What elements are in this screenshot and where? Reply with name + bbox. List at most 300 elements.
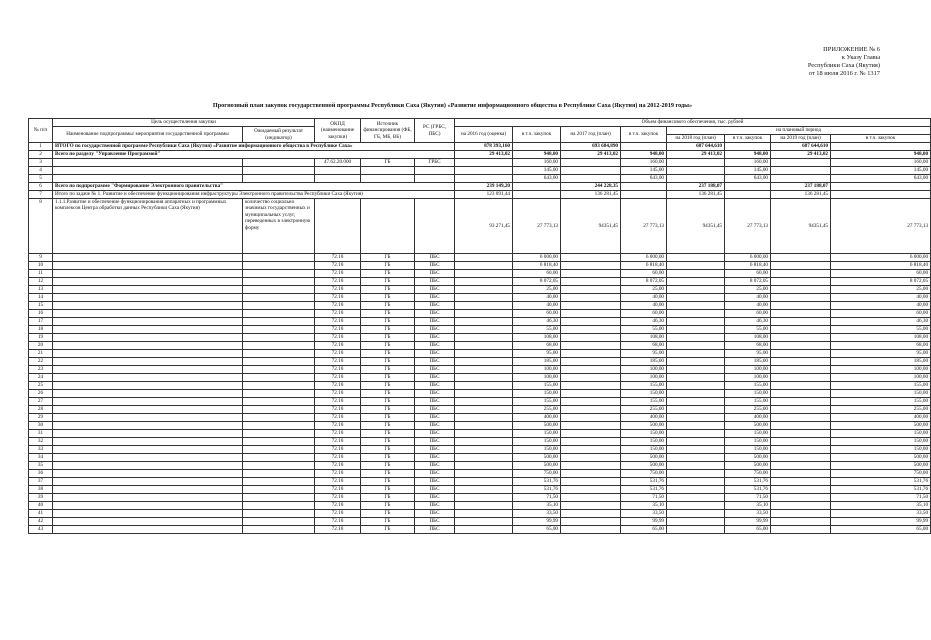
row-value-cell: 46,30: [513, 318, 561, 326]
row-value-cell: [455, 494, 513, 502]
row-rs-cell: ПБС: [415, 526, 455, 534]
row-value-cell: 136 281,45: [667, 191, 725, 199]
row-rs-cell: ПБС: [415, 342, 455, 350]
row-name-cell: [53, 510, 243, 518]
row-name-cell: [53, 454, 243, 462]
row-value-cell: [667, 159, 725, 167]
row-value-cell: 643,00: [621, 175, 667, 183]
row-value-cell: 46,30: [831, 318, 931, 326]
table-row: [29, 294, 931, 302]
row-value-cell: [561, 270, 621, 278]
row-value-cell: 71,50: [621, 494, 667, 502]
row-result-cell: [243, 382, 315, 390]
row-value-cell: 25,00: [513, 286, 561, 294]
row-value-cell: 500,00: [831, 454, 931, 462]
table-header: [29, 119, 931, 143]
row-rs-cell: ПБС: [415, 414, 455, 422]
row-value-cell: [455, 502, 513, 510]
header-plan-period: на плановый период: [667, 127, 931, 135]
row-value-cell: [771, 406, 831, 414]
row-number-cell: 14: [29, 294, 53, 302]
row-value-cell: [455, 318, 513, 326]
row-number-cell: 17: [29, 318, 53, 326]
row-rs-cell: ПБС: [415, 318, 455, 326]
header-2016-purchases: в т.ч. закупок: [513, 127, 561, 143]
row-value-cell: 693 684,890: [561, 143, 621, 151]
row-okpd-cell: 72.10: [315, 470, 361, 478]
row-value-cell: 136 281,45: [771, 191, 831, 199]
row-value-cell: 244 228,35: [561, 183, 621, 191]
row-value-cell: [831, 191, 931, 199]
row-value-cell: 500,00: [621, 462, 667, 470]
row-rs-cell: ПБС: [415, 478, 455, 486]
row-rs-cell: ПБС: [415, 286, 455, 294]
row-value-cell: [561, 159, 621, 167]
row-number-cell: 37: [29, 478, 53, 486]
row-result-cell: [243, 302, 315, 310]
header-2019: на 2019 год (план): [771, 135, 831, 143]
row-value-cell: 531,76: [831, 486, 931, 494]
row-source-cell: ГБ: [361, 270, 415, 278]
row-number-cell: 18: [29, 326, 53, 334]
row-okpd-cell: 72.10: [315, 358, 361, 366]
row-value-cell: [455, 430, 513, 438]
row-value-cell: [455, 398, 513, 406]
row-value-cell: [455, 254, 513, 262]
row-okpd-cell: 72.10: [315, 326, 361, 334]
row-value-cell: 255,00: [513, 406, 561, 414]
row-source-cell: ГБ: [361, 478, 415, 486]
row-source-cell: ГБ: [361, 262, 415, 270]
row-value-cell: 155,00: [513, 398, 561, 406]
row-value-cell: 150,00: [513, 430, 561, 438]
row-value-cell: 150,00: [513, 438, 561, 446]
row-value-cell: 687 644,610: [771, 143, 831, 151]
row-value-cell: [455, 310, 513, 318]
row-value-cell: [667, 390, 725, 398]
row-value-cell: [561, 326, 621, 334]
row-number-cell: 34: [29, 454, 53, 462]
row-value-cell: [667, 462, 725, 470]
row-result-cell: [243, 278, 315, 286]
row-value-cell: [771, 422, 831, 430]
row-value-cell: [561, 462, 621, 470]
row-value-cell: 95,00: [513, 350, 561, 358]
row-number-cell: 5: [29, 175, 53, 183]
row-name-cell: [53, 462, 243, 470]
row-value-cell: [771, 390, 831, 398]
row-number-cell: 15: [29, 302, 53, 310]
row-okpd-cell: 72.10: [315, 510, 361, 518]
row-result-cell: [243, 526, 315, 534]
row-value-cell: [667, 478, 725, 486]
row-value-cell: 531,76: [725, 486, 771, 494]
row-value-cell: [667, 414, 725, 422]
table-row: [29, 414, 931, 422]
row-result-cell: [243, 518, 315, 526]
row-label-cell: Всего по подпрограмме "Формирование Электронного правительства": [53, 183, 455, 191]
row-result-cell: количество социально значимых государственных и муниципальных услуг, переведенных в электронную форму: [243, 199, 315, 254]
row-value-cell: [667, 406, 725, 414]
row-okpd-cell: 72.10: [315, 286, 361, 294]
row-value-cell: 29 413,02: [667, 151, 725, 159]
appendix-line: Республики Саха (Якутия): [807, 62, 880, 69]
row-value-cell: [561, 310, 621, 318]
row-value-cell: [561, 302, 621, 310]
row-number-cell: 39: [29, 494, 53, 502]
table-row: [29, 374, 931, 382]
row-value-cell: 750,00: [513, 470, 561, 478]
row-value-cell: 531,76: [513, 486, 561, 494]
row-value-cell: 29 413,02: [455, 151, 513, 159]
row-value-cell: [771, 167, 831, 175]
row-value-cell: 95,00: [621, 350, 667, 358]
row-value-cell: [667, 438, 725, 446]
row-value-cell: 750,00: [621, 470, 667, 478]
row-value-cell: 65,00: [621, 526, 667, 534]
row-name-cell: [53, 406, 243, 414]
row-result-cell: [243, 414, 315, 422]
table-row: [29, 462, 931, 470]
row-value-cell: 25,00: [725, 286, 771, 294]
row-rs-cell: ПБС: [415, 374, 455, 382]
row-source-cell: ГБ: [361, 310, 415, 318]
row-value-cell: 6 000,00: [831, 254, 931, 262]
row-value-cell: 400,00: [621, 414, 667, 422]
row-source-cell: ГБ: [361, 374, 415, 382]
row-value-cell: [455, 422, 513, 430]
row-value-cell: [561, 446, 621, 454]
row-okpd-cell: 72.10: [315, 294, 361, 302]
row-rs-cell: [415, 199, 455, 254]
row-value-cell: 60,00: [831, 310, 931, 318]
header-okpd: ОКПД (наименование закупки): [315, 119, 361, 143]
row-value-cell: 108,00: [621, 334, 667, 342]
row-value-cell: [667, 350, 725, 358]
row-value-cell: [667, 518, 725, 526]
table-row: [29, 366, 931, 374]
row-value-cell: 155,00: [621, 398, 667, 406]
row-value-cell: 150,00: [621, 430, 667, 438]
row-value-cell: [725, 183, 771, 191]
table-row: [29, 199, 931, 254]
table-row: [29, 167, 931, 175]
row-value-cell: [455, 486, 513, 494]
row-rs-cell: ПБС: [415, 470, 455, 478]
row-number-cell: 3: [29, 159, 53, 167]
table-row: [29, 342, 931, 350]
row-okpd-cell: 72.10: [315, 334, 361, 342]
row-value-cell: [561, 454, 621, 462]
row-number-cell: 8: [29, 199, 53, 254]
row-name-cell: [53, 167, 243, 175]
row-value-cell: [771, 438, 831, 446]
appendix-line: от 18 июля 2016 г. № 1317: [808, 70, 880, 77]
row-value-cell: 150,00: [725, 438, 771, 446]
row-value-cell: 531,76: [621, 478, 667, 486]
row-source-cell: [361, 199, 415, 254]
row-okpd-cell: [315, 199, 361, 254]
row-value-cell: 60,00: [621, 270, 667, 278]
row-value-cell: 8 072,05: [513, 278, 561, 286]
row-value-cell: [667, 502, 725, 510]
row-value-cell: 531,76: [831, 478, 931, 486]
row-value-cell: 27 773,13: [725, 199, 771, 254]
row-value-cell: [561, 478, 621, 486]
row-result-cell: [243, 262, 315, 270]
row-value-cell: 60,00: [831, 270, 931, 278]
row-value-cell: [621, 191, 667, 199]
row-value-cell: 150,00: [513, 390, 561, 398]
table-row: [29, 382, 931, 390]
row-result-cell: [243, 486, 315, 494]
row-source-cell: ГБ: [361, 390, 415, 398]
row-value-cell: [561, 526, 621, 534]
row-number-cell: 25: [29, 382, 53, 390]
row-number-cell: 24: [29, 374, 53, 382]
row-value-cell: [561, 167, 621, 175]
row-value-cell: 500,00: [513, 462, 561, 470]
row-result-cell: [243, 286, 315, 294]
row-value-cell: 40,00: [621, 302, 667, 310]
row-value-cell: [667, 358, 725, 366]
row-value-cell: [667, 286, 725, 294]
row-value-cell: 35,10: [513, 502, 561, 510]
header-num: № п/п: [29, 119, 53, 143]
table-row: [29, 254, 931, 262]
row-value-cell: 239 149,20: [455, 183, 513, 191]
row-okpd-cell: [315, 167, 361, 175]
row-value-cell: 35,10: [725, 502, 771, 510]
row-number-cell: 35: [29, 462, 53, 470]
table-row: [29, 270, 931, 278]
row-value-cell: [771, 294, 831, 302]
table-row: [29, 175, 931, 183]
row-value-cell: [667, 318, 725, 326]
table-row: [29, 430, 931, 438]
row-value-cell: [455, 518, 513, 526]
row-value-cell: 27 773,13: [621, 199, 667, 254]
row-result-cell: [243, 254, 315, 262]
row-value-cell: 150,00: [831, 430, 931, 438]
row-number-cell: 36: [29, 470, 53, 478]
row-value-cell: [771, 502, 831, 510]
row-name-cell: [53, 270, 243, 278]
row-rs-cell: ПБС: [415, 310, 455, 318]
row-result-cell: [243, 430, 315, 438]
row-value-cell: 108,00: [725, 334, 771, 342]
row-value-cell: [771, 510, 831, 518]
row-value-cell: [455, 342, 513, 350]
row-result-cell: [243, 398, 315, 406]
row-value-cell: 60,00: [725, 310, 771, 318]
row-value-cell: [667, 366, 725, 374]
table-row: [29, 518, 931, 526]
row-result-cell: [243, 422, 315, 430]
table-row: [29, 143, 931, 151]
row-value-cell: 500,00: [621, 422, 667, 430]
row-value-cell: 500,00: [725, 422, 771, 430]
row-value-cell: 150,00: [621, 390, 667, 398]
row-number-cell: 2: [29, 151, 53, 159]
row-value-cell: 100,00: [621, 366, 667, 374]
row-name-cell: [53, 430, 243, 438]
row-value-cell: 94351,45: [561, 199, 621, 254]
row-number-cell: 40: [29, 502, 53, 510]
row-value-cell: 46,30: [725, 318, 771, 326]
row-rs-cell: ПБС: [415, 406, 455, 414]
row-number-cell: 6: [29, 183, 53, 191]
row-result-cell: [243, 478, 315, 486]
row-number-cell: 29: [29, 414, 53, 422]
row-value-cell: [771, 518, 831, 526]
appendix-line: ПРИЛОЖЕНИЕ № 6: [823, 46, 880, 53]
row-value-cell: 60,00: [621, 310, 667, 318]
row-value-cell: 160,00: [513, 159, 561, 167]
row-value-cell: 255,00: [725, 406, 771, 414]
row-source-cell: ГБ: [361, 326, 415, 334]
row-value-cell: [771, 486, 831, 494]
row-value-cell: 160,00: [831, 159, 931, 167]
row-value-cell: 255,00: [621, 406, 667, 414]
appendix-line: к Указу Главы: [841, 54, 880, 61]
row-value-cell: [771, 270, 831, 278]
row-name-cell: [53, 326, 243, 334]
row-value-cell: [667, 470, 725, 478]
row-value-cell: 93 271,45: [455, 199, 513, 254]
row-source-cell: ГБ: [361, 318, 415, 326]
row-value-cell: 6 818,40: [831, 262, 931, 270]
row-value-cell: [771, 358, 831, 366]
row-number-cell: 10: [29, 262, 53, 270]
row-name-cell: [53, 159, 243, 167]
row-okpd-cell: 72.10: [315, 462, 361, 470]
row-value-cell: 6 818,40: [513, 262, 561, 270]
row-value-cell: [561, 502, 621, 510]
row-rs-cell: ПБС: [415, 494, 455, 502]
row-number-cell: 20: [29, 342, 53, 350]
table-row: [29, 151, 931, 159]
row-value-cell: 100,00: [831, 374, 931, 382]
row-name-cell: 1.1.1.Развитие и обеспечение функционирования аппаратных и программных комплексов Центра обработки данных Республики Саха (Якутия): [53, 199, 243, 254]
row-name-cell: [53, 334, 243, 342]
row-name-cell: [53, 302, 243, 310]
table-row: [29, 454, 931, 462]
row-value-cell: 100,00: [831, 366, 931, 374]
row-value-cell: 500,00: [513, 454, 561, 462]
row-value-cell: 948,00: [725, 151, 771, 159]
row-number-cell: 30: [29, 422, 53, 430]
row-name-cell: [53, 254, 243, 262]
header-2017-purchases: в т.ч. закупок: [621, 127, 667, 143]
row-value-cell: 100,00: [725, 374, 771, 382]
row-value-cell: 185,00: [513, 358, 561, 366]
row-value-cell: 71,50: [513, 494, 561, 502]
row-rs-cell: [415, 167, 455, 175]
row-value-cell: 108,00: [513, 334, 561, 342]
row-value-cell: [561, 390, 621, 398]
row-value-cell: 95,00: [725, 350, 771, 358]
row-value-cell: [561, 438, 621, 446]
row-number-cell: 11: [29, 270, 53, 278]
row-value-cell: 6 000,00: [621, 254, 667, 262]
row-value-cell: 40,00: [621, 294, 667, 302]
row-result-cell: [243, 366, 315, 374]
row-value-cell: [771, 254, 831, 262]
row-okpd-cell: 72.10: [315, 446, 361, 454]
row-value-cell: [725, 143, 771, 151]
row-value-cell: 948,00: [513, 151, 561, 159]
row-number-cell: 9: [29, 254, 53, 262]
row-value-cell: 25,00: [831, 286, 931, 294]
row-value-cell: [455, 470, 513, 478]
row-value-cell: [667, 374, 725, 382]
row-number-cell: 32: [29, 438, 53, 446]
row-value-cell: [771, 454, 831, 462]
row-rs-cell: ПБС: [415, 390, 455, 398]
row-value-cell: 35,10: [831, 502, 931, 510]
row-value-cell: 100,00: [513, 366, 561, 374]
row-number-cell: 31: [29, 430, 53, 438]
row-value-cell: [561, 470, 621, 478]
row-name-cell: [53, 382, 243, 390]
row-value-cell: [667, 334, 725, 342]
row-value-cell: 150,00: [725, 390, 771, 398]
row-value-cell: 150,00: [725, 446, 771, 454]
row-name-cell: [53, 422, 243, 430]
row-value-cell: 100,00: [513, 374, 561, 382]
row-value-cell: 108,00: [831, 334, 931, 342]
row-value-cell: 68,00: [621, 342, 667, 350]
row-name-cell: [53, 502, 243, 510]
row-value-cell: 40,00: [725, 302, 771, 310]
row-okpd-cell: 47.62.20.000: [315, 159, 361, 167]
row-number-cell: 43: [29, 526, 53, 534]
row-value-cell: 33,50: [621, 510, 667, 518]
header-2017: на 2017 год (план): [561, 127, 621, 143]
row-value-cell: 46,30: [621, 318, 667, 326]
row-value-cell: [771, 478, 831, 486]
row-source-cell: ГБ: [361, 294, 415, 302]
row-value-cell: 99,99: [621, 518, 667, 526]
row-value-cell: 155,00: [621, 382, 667, 390]
table-body: [29, 143, 931, 534]
row-name-cell: [53, 494, 243, 502]
row-value-cell: 150,00: [831, 446, 931, 454]
row-rs-cell: ПБС: [415, 262, 455, 270]
row-result-cell: [243, 326, 315, 334]
row-result-cell: [243, 350, 315, 358]
row-okpd-cell: 72.10: [315, 414, 361, 422]
row-number-cell: 42: [29, 518, 53, 526]
row-value-cell: 531,76: [513, 478, 561, 486]
row-rs-cell: ПБС: [415, 510, 455, 518]
row-value-cell: [455, 478, 513, 486]
row-result-cell: [243, 510, 315, 518]
row-value-cell: [667, 294, 725, 302]
row-value-cell: 155,00: [831, 382, 931, 390]
row-value-cell: 65,00: [831, 526, 931, 534]
row-rs-cell: ПБС: [415, 486, 455, 494]
row-value-cell: [771, 350, 831, 358]
row-value-cell: 123 091,44: [455, 191, 513, 199]
row-value-cell: [513, 191, 561, 199]
row-rs-cell: ПБС: [415, 382, 455, 390]
row-value-cell: 150,00: [831, 390, 931, 398]
row-okpd-cell: 72.10: [315, 494, 361, 502]
row-value-cell: 29 413,02: [561, 151, 621, 159]
row-value-cell: 500,00: [621, 454, 667, 462]
